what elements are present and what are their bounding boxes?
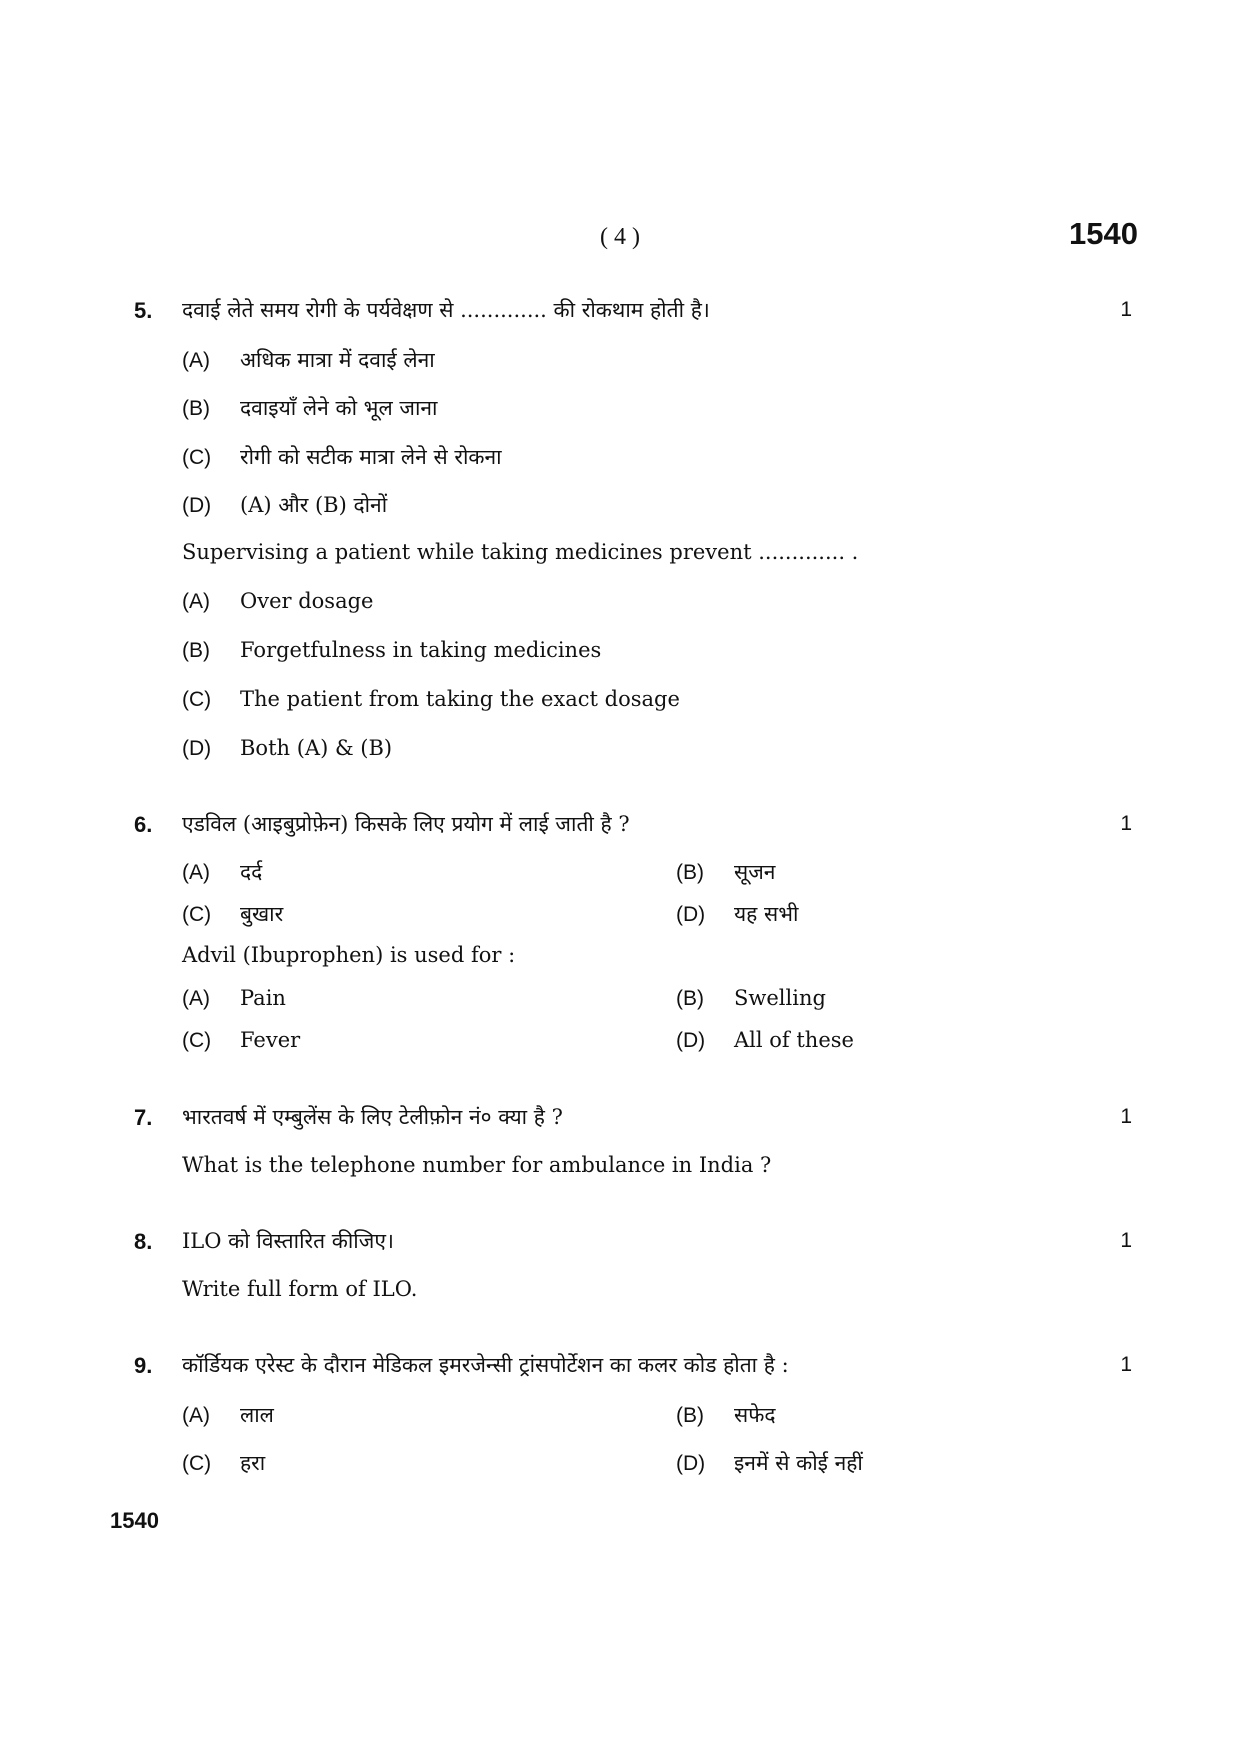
option-label: (A): [182, 1404, 210, 1427]
question-text-english: What is the telephone number for ambulance in India ?: [182, 1153, 772, 1177]
question-marks: 1: [1120, 1105, 1132, 1128]
option-label: (B): [182, 639, 210, 662]
option-text: Swelling: [734, 986, 826, 1010]
option-text: हरा: [240, 1451, 266, 1475]
option-text: बुखार: [240, 902, 284, 926]
option-label: (D): [676, 903, 706, 926]
option-hindi-b: [676, 1401, 776, 1429]
option-english-c: [182, 1028, 300, 1053]
option-english-b: [676, 986, 826, 1011]
option-label: (A): [182, 590, 210, 613]
option-label: (C): [182, 903, 212, 926]
option-english-b: [182, 638, 601, 663]
question-text-hindi: भारतवर्ष में एम्बुलेंस के लिए टेलीफ़ोन नं० क्या है ?: [182, 1105, 563, 1129]
option-hindi-c: [182, 900, 283, 928]
page-number: ( 4 ): [600, 224, 640, 250]
question-marks: 1: [1120, 1229, 1132, 1252]
option-text: Both (A) & (B): [240, 736, 393, 760]
question-number: 8.: [134, 1229, 153, 1254]
paper-code-header: 1540: [1069, 216, 1138, 251]
option-english-a: [182, 986, 286, 1011]
option-label: (A): [182, 987, 210, 1010]
option-label: (A): [182, 349, 210, 372]
option-label: (C): [182, 1029, 212, 1052]
option-label: (C): [182, 688, 212, 711]
question-marks: 1: [1120, 298, 1132, 321]
option-text: (A) और (B) दोनों: [240, 493, 388, 517]
question-text-english: Advil (Ibuprophen) is used for :: [182, 943, 516, 967]
question-number: 9.: [134, 1353, 153, 1378]
option-text: रोगी को सटीक मात्रा लेने से रोकना: [240, 445, 502, 469]
question-text-english: Supervising a patient while taking medicines prevent ............. .: [182, 540, 859, 564]
option-text: Pain: [240, 986, 286, 1010]
option-english-a: [182, 589, 373, 614]
option-text: All of these: [734, 1028, 854, 1052]
question-number: 7.: [134, 1105, 153, 1130]
option-text: यह सभी: [734, 902, 799, 926]
option-label: (D): [182, 494, 212, 517]
option-text: दवाइयाँ लेने को भूल जाना: [240, 396, 438, 420]
option-label: (B): [676, 1404, 704, 1427]
question-marks: 1: [1120, 1353, 1132, 1376]
question-number: 5.: [134, 298, 153, 323]
option-hindi-a: [182, 1401, 274, 1429]
option-text: Forgetfulness in taking medicines: [240, 638, 602, 662]
option-hindi-a: [182, 346, 435, 374]
option-text: Fever: [240, 1028, 301, 1052]
option-hindi-d: [676, 1449, 863, 1477]
question-text-english: Write full form of ILO.: [182, 1277, 418, 1301]
option-text: इनमें से कोई नहीं: [734, 1451, 863, 1475]
option-label: (D): [676, 1452, 706, 1475]
option-text: दर्द: [240, 860, 263, 884]
option-label: (C): [182, 1452, 212, 1475]
option-label: (D): [676, 1029, 706, 1052]
paper-code-footer: 1540: [110, 1508, 159, 1533]
option-text: अधिक मात्रा में दवाई लेना: [240, 348, 435, 372]
option-text: सूजन: [734, 860, 776, 884]
option-label: (A): [182, 861, 210, 884]
question-text-hindi: कॉर्डियक एरेस्ट के दौरान मेडिकल इमरजेन्सी ट्रांसपोर्टेशन का कलर कोड होता है :: [182, 1353, 789, 1377]
question-marks: 1: [1120, 812, 1132, 835]
question-text-hindi: ILO को विस्तारित कीजिए।: [182, 1229, 394, 1253]
option-label: (D): [182, 737, 212, 760]
option-label: (B): [182, 397, 210, 420]
option-english-c: [182, 687, 680, 712]
option-label: (B): [676, 861, 704, 884]
option-english-d: [182, 736, 392, 761]
option-text: लाल: [240, 1403, 274, 1427]
question-text-hindi: दवाई लेते समय रोगी के पर्यवेक्षण से ............. की रोकथाम होती है।: [182, 298, 710, 322]
option-label: (B): [676, 987, 704, 1010]
option-hindi-b: [182, 394, 437, 422]
option-text: The patient from taking the exact dosage: [240, 687, 680, 711]
option-hindi-c: [182, 1449, 265, 1477]
option-label: (C): [182, 446, 212, 469]
option-english-d: [676, 1028, 854, 1053]
question-text-hindi: एडविल (आइबुप्रोफ़ेन) किसके लिए प्रयोग में लाई जाती है ?: [182, 812, 630, 836]
option-hindi-a: [182, 858, 262, 886]
option-hindi-d: [182, 491, 387, 519]
option-hindi-d: [676, 900, 798, 928]
option-hindi-c: [182, 443, 502, 471]
option-hindi-b: [676, 858, 775, 886]
option-text: Over dosage: [240, 589, 374, 613]
question-number: 6.: [134, 812, 153, 837]
option-text: सफेद: [734, 1403, 776, 1427]
